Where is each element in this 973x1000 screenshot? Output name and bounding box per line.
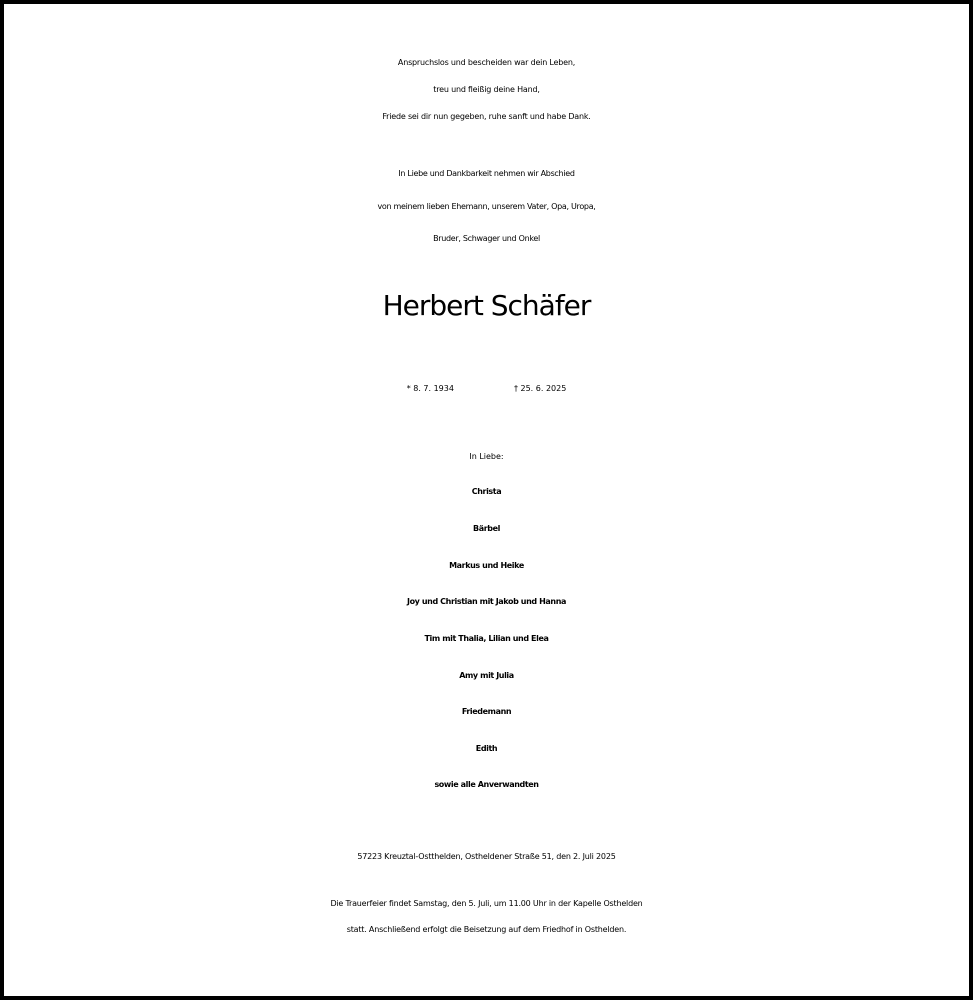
mourner-name: Edith bbox=[475, 744, 498, 753]
mourner-name: Friedemann bbox=[461, 707, 512, 716]
mourner-name: Tim mit Thalia, Lilian und Elea bbox=[424, 634, 549, 643]
mourner-name: Bärbel bbox=[473, 524, 500, 533]
mourner-name: Markus und Heike bbox=[449, 561, 524, 570]
mourner-name: Amy mit Julia bbox=[459, 671, 514, 680]
deceased-name: Herbert Schäfer bbox=[382, 289, 591, 322]
intro-line: Bruder, Schwager und Onkel bbox=[433, 234, 540, 243]
intro-line: In Liebe und Dankbarkeit nehmen wir Abschied bbox=[398, 169, 575, 178]
birth-date: * 8. 7. 1934 bbox=[406, 384, 454, 393]
funeral-note-line: Die Trauerfeier findet Samstag, den 5. Juli, um 11.00 Uhr in der Kapelle Osthelden bbox=[330, 899, 643, 908]
poem-line: Anspruchslos und bescheiden war dein Leben, bbox=[397, 58, 576, 67]
address-line: 57223 Kreuztal-Ostthelden, Ostheldener Straße 51, den 2. Juli 2025 bbox=[357, 852, 616, 861]
in-love-label: In Liebe: bbox=[469, 452, 504, 461]
poem-line: treu und fleißig deine Hand, bbox=[433, 85, 540, 94]
mourner-name: Christa bbox=[471, 487, 502, 496]
poem-line: Friede sei dir nun gegeben, ruhe sanft und habe Dank. bbox=[382, 112, 591, 121]
death-date: † 25. 6. 2025 bbox=[513, 384, 567, 393]
mourner-name: sowie alle Anverwandten bbox=[434, 780, 539, 789]
intro-line: von meinem lieben Ehemann, unserem Vater, Opa, Uropa, bbox=[377, 202, 596, 211]
mourner-name: Joy und Christian mit Jakob und Hanna bbox=[407, 597, 566, 606]
life-dates bbox=[4, 385, 969, 393]
funeral-note-line: statt. Anschließend erfolgt die Beisetzung auf dem Friedhof in Osthelden. bbox=[346, 925, 627, 934]
